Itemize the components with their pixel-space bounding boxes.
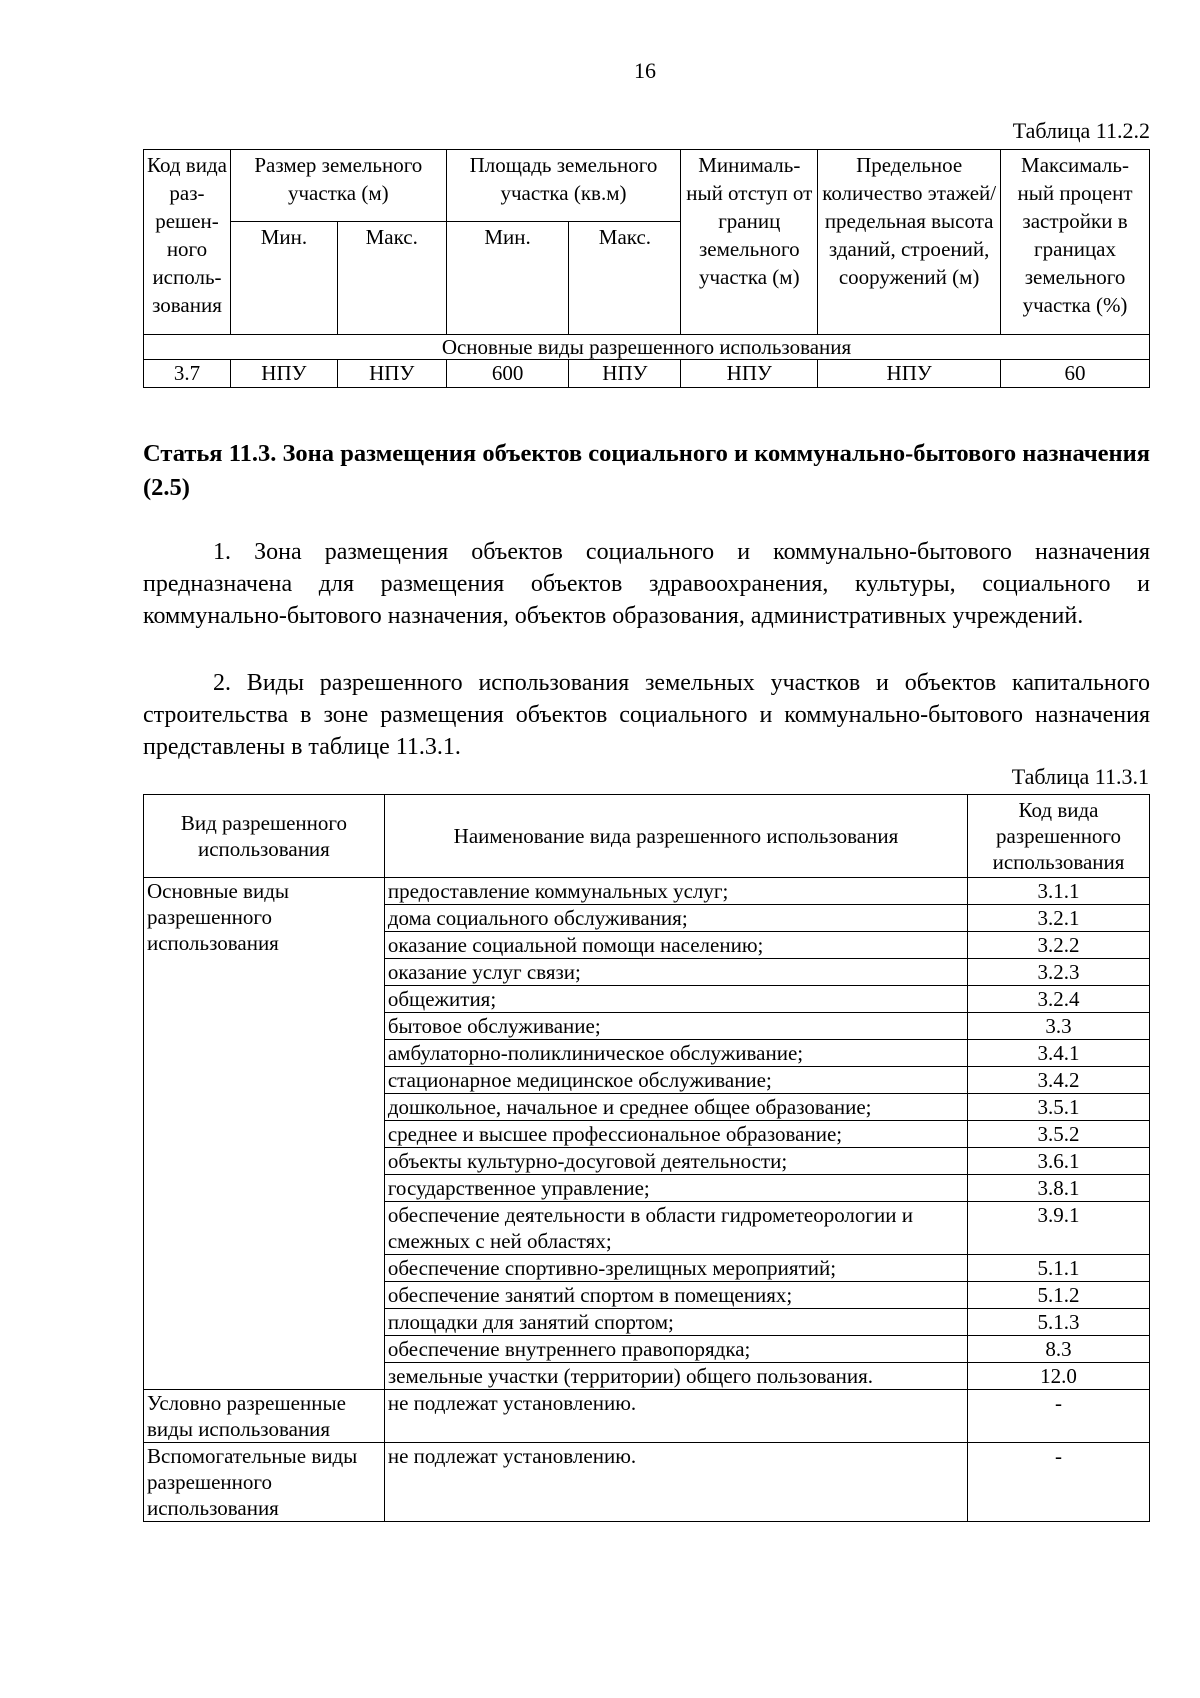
use-name: земельные участки (территории) общего пользования.: [384, 1363, 967, 1390]
auxiliary-group-row: [144, 1443, 1150, 1522]
use-name: объекты культурно-досуговой деятельности;: [384, 1148, 967, 1175]
use-name: обеспечение деятельности в области гидрометеорологии и смежных с ней областях;: [384, 1202, 967, 1255]
conditional-group-label: Условно разрешенные виды использования: [144, 1390, 385, 1443]
use-code: 3.4.2: [968, 1067, 1150, 1094]
paragraph-1: 1. Зона размещения объектов социального и коммунально-бытового назначения предназначена для размещения объектов здравоохранения, культуры, социального и коммунально-бытового назначения, объектов образования, административных учреждений.: [143, 539, 1150, 629]
use-name: амбулаторно-поликлиническое обслуживание;: [384, 1040, 967, 1067]
use-name: среднее и высшее профессиональное образование;: [384, 1121, 967, 1148]
conditional-group-name: не подлежат установлению.: [384, 1390, 967, 1443]
table-cell: 3.7: [144, 360, 231, 388]
table-cell: НПУ: [569, 360, 681, 388]
table-cell: НПУ: [337, 360, 446, 388]
use-code: 12.0: [968, 1363, 1150, 1390]
use-code: 8.3: [968, 1336, 1150, 1363]
auxiliary-group-label: Вспомогательные виды разрешенного использования: [144, 1443, 385, 1522]
use-code: 3.4.1: [968, 1040, 1150, 1067]
table-cell: НПУ: [681, 360, 818, 388]
use-name: бытовое обслуживание;: [384, 1013, 967, 1040]
use-code: 3.2.2: [968, 932, 1150, 959]
use-name: общежития;: [384, 986, 967, 1013]
article-heading: Статья 11.3. Зона размещения объектов социального и коммунально-бытового назначения (2.5): [143, 440, 1150, 501]
table-caption-11-3-1: Таблица 11.3.1: [1011, 764, 1149, 789]
use-code: 3.9.1: [968, 1202, 1150, 1255]
use-code: 5.1.2: [968, 1282, 1150, 1309]
use-name: дома социального обслуживания;: [384, 905, 967, 932]
table-caption-11-2-2: Таблица 11.2.2: [1012, 118, 1150, 143]
table-row: [144, 878, 1150, 905]
header-plot-size-min: Мин.: [230, 222, 337, 335]
use-name: оказание социальной помощи населению;: [384, 932, 967, 959]
use-name: площадки для занятий спортом;: [384, 1309, 967, 1336]
header-name: Наименование вида разрешенного использования: [384, 795, 967, 878]
conditional-group-code: -: [968, 1390, 1150, 1443]
use-code: 3.2.4: [968, 986, 1150, 1013]
use-name: стационарное медицинское обслуживание;: [384, 1067, 967, 1094]
header-code: Код вида разрешенного использования: [968, 795, 1150, 878]
header-plot-size-max: Макс.: [337, 222, 446, 335]
use-code: 3.1.1: [968, 878, 1150, 905]
section-label: Основные виды разрешенного использования: [144, 335, 1150, 360]
auxiliary-group-code: -: [968, 1443, 1150, 1522]
paragraph-2: 2. Виды разрешенного использования земельных участков и объектов капитального строительства в зоне размещения объектов социального и коммунально-бытового назначения представлены в таблице 11.3.1.: [143, 670, 1150, 760]
header-plot-area: Площадь земельного участка (кв.м): [446, 150, 681, 222]
use-code: 3.2.1: [968, 905, 1150, 932]
use-code: 5.1.3: [968, 1309, 1150, 1336]
use-code: 3.6.1: [968, 1148, 1150, 1175]
use-name: государственное управление;: [384, 1175, 967, 1202]
header-max-coverage: Максималь-ный процент застройки в границах земельного участка (%): [1001, 150, 1150, 335]
header-min-setback: Минималь-ный отступ от границ земельного участка (м): [681, 150, 818, 335]
page-number: 16: [634, 58, 656, 83]
use-name: предоставление коммунальных услуг;: [384, 878, 967, 905]
table-cell: НПУ: [818, 360, 1001, 388]
use-name: обеспечение занятий спортом в помещениях;: [384, 1282, 967, 1309]
use-code: 3.5.1: [968, 1094, 1150, 1121]
main-group-label: Основные виды разрешенного использования: [144, 878, 385, 1390]
table-cell: 60: [1001, 360, 1150, 388]
table-11-2-2: [143, 149, 1150, 388]
header-code: Код вида раз-решен-ного исполь-зования: [144, 150, 231, 335]
use-code: 3.5.2: [968, 1121, 1150, 1148]
table-cell: 600: [446, 360, 569, 388]
header-plot-area-min: Мин.: [446, 222, 569, 335]
header-plot-size: Размер земельного участка (м): [230, 150, 446, 222]
header-kind: Вид разрешенного использования: [144, 795, 385, 878]
use-code: 3.8.1: [968, 1175, 1150, 1202]
auxiliary-group-name: не подлежат установлению.: [384, 1443, 967, 1522]
use-code: 3.3: [968, 1013, 1150, 1040]
use-code: 5.1.1: [968, 1255, 1150, 1282]
table-cell: НПУ: [230, 360, 337, 388]
table-11-3-1: [143, 794, 1150, 1522]
header-max-floors: Предельное количество этажей/ предельная высота зданий, строений, сооружений (м): [818, 150, 1001, 335]
use-name: обеспечение внутреннего правопорядка;: [384, 1336, 967, 1363]
header-plot-area-max: Макс.: [569, 222, 681, 335]
conditional-group-row: [144, 1390, 1150, 1443]
use-name: обеспечение спортивно-зрелищных мероприятий;: [384, 1255, 967, 1282]
use-code: 3.2.3: [968, 959, 1150, 986]
use-name: оказание услуг связи;: [384, 959, 967, 986]
use-name: дошкольное, начальное и среднее общее образование;: [384, 1094, 967, 1121]
